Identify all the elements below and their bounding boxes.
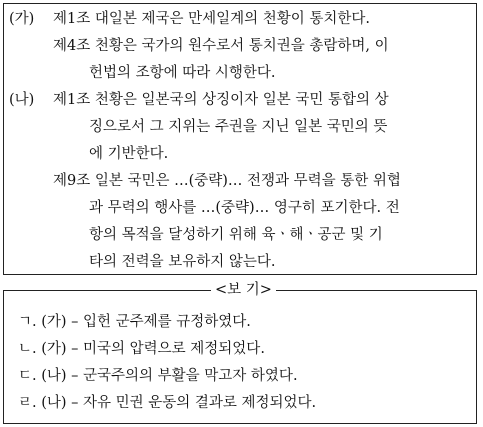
na-line-6: 항의 목적을 달성하기 위해 육ㆍ해ㆍ공군 및 기 bbox=[89, 227, 383, 243]
marker-na: (나) bbox=[9, 92, 35, 108]
na-line-7: 타의 전력을 보유하지 않는다. bbox=[89, 254, 276, 270]
source-text-box bbox=[3, 3, 477, 275]
choices-title: <보 기> bbox=[211, 281, 276, 299]
choice-item: ㄴ. (가) – 미국의 압력으로 제정되었다. bbox=[18, 341, 265, 357]
ga-line-3: 헌법의 조항에 따라 시행한다. bbox=[89, 65, 276, 81]
choice-item: ㄹ. (나) – 자유 민권 운동의 결과로 제정되었다. bbox=[18, 395, 317, 411]
choice-item: ㄷ. (나) – 군국주의의 부활을 막고자 하였다. bbox=[18, 368, 298, 384]
na-line-1: 제1조 천황은 일본국의 상징이자 일본 국민 통합의 상 bbox=[53, 92, 389, 108]
na-line-2: 징으로서 그 지위는 주권을 지닌 일본 국민의 뜻 bbox=[89, 119, 388, 135]
na-line-4: 제9조 일본 국민은 …(중략)… 전쟁과 무력을 통한 위협 bbox=[53, 173, 401, 189]
choices-box bbox=[3, 282, 477, 424]
na-line-5: 과 무력의 행사를 …(중략)… 영구히 포기한다. 전 bbox=[89, 200, 400, 216]
ga-line-1: 제1조 대일본 제국은 만세일계의 천황이 통치한다. bbox=[53, 11, 371, 27]
na-line-3: 에 기반한다. bbox=[89, 146, 169, 162]
marker-ga: (가) bbox=[9, 11, 35, 27]
choice-item: ㄱ. (가) – 입헌 군주제를 규정하였다. bbox=[18, 314, 251, 330]
ga-line-2: 제4조 천황은 국가의 원수로서 통치권을 총람하며, 이 bbox=[53, 38, 389, 54]
